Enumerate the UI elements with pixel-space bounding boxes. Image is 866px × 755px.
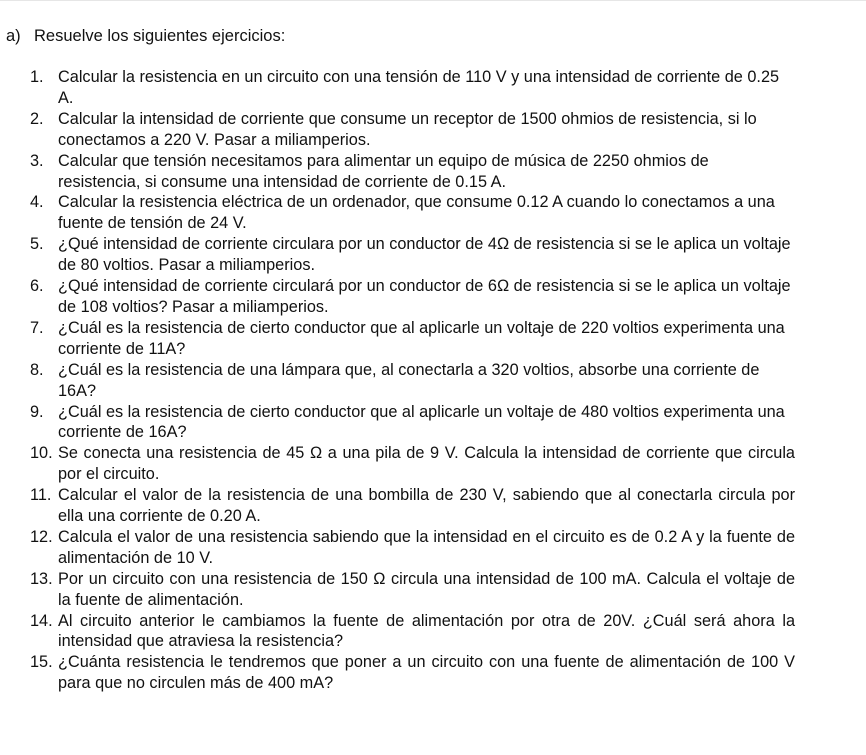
exercise-number: 9. xyxy=(30,402,44,421)
exercise-item xyxy=(30,402,795,444)
exercise-text: ¿Cuál es la resistencia de una lámpara que, al conectarla a 320 voltios, absorbe una corriente de 16A? xyxy=(58,360,760,400)
exercise-number: 8. xyxy=(30,360,44,379)
exercise-item xyxy=(30,192,795,234)
exercise-number: 15. xyxy=(30,653,53,672)
exercise-item xyxy=(30,109,795,151)
exercise-number: 11. xyxy=(30,486,52,505)
exercise-text: Calcula el valor de una resistencia sabiendo que la intensidad en el circuito es de 0.2 A y la fuente de alimentación de 10 V. xyxy=(58,527,795,567)
exercise-number: 13. xyxy=(30,569,53,588)
exercise-number: 3. xyxy=(30,151,44,170)
exercise-item xyxy=(30,485,795,527)
exercise-text: Se conecta una resistencia de 45 Ω a una pila de 9 V. Calcula la intensidad de corriente que circula por el circuito. xyxy=(58,444,795,484)
exercise-text: Calcular el valor de la resistencia de una bombilla de 230 V, sabiendo que al conectarla circula por ella una corriente de 0.20 A. xyxy=(58,486,795,526)
exercise-number: 10. xyxy=(30,444,53,463)
exercise-list xyxy=(30,67,795,694)
exercise-text: Calcular que tensión necesitamos para alimentar un equipo de música de 2250 ohmios de resistencia, si consume una intensidad de corriente de 0.15 A. xyxy=(58,151,709,191)
exercise-item xyxy=(30,318,795,360)
exercise-number: 5. xyxy=(30,235,44,254)
page-top-edge xyxy=(0,0,866,1)
exercise-text: ¿Cuál es la resistencia de cierto conductor que al aplicarle un voltaje de 220 voltios experimenta una corriente de 11A? xyxy=(58,318,785,358)
exercise-text: ¿Qué intensidad de corriente circulará por un conductor de 6Ω de resistencia si se le aplica un voltaje de 108 voltios? Pasar a miliamperios. xyxy=(58,277,791,316)
exercise-text: Calcular la resistencia eléctrica de un ordenador, que consume 0.12 A cuando lo conectamos a una fuente de tensión de 24 V. xyxy=(58,193,775,233)
exercise-text: Calcular la resistencia en un circuito con una tensión de 110 V y una intensidad de corriente de 0.25 A. xyxy=(58,68,780,107)
exercise-item xyxy=(30,67,795,109)
exercise-text: ¿Cuánta resistencia le tendremos que poner a un circuito con una fuente de alimentación de 100 V para que no circulen más de 400 mA? xyxy=(58,653,795,693)
section-marker: a) xyxy=(6,27,21,45)
exercise-item xyxy=(30,652,795,694)
exercise-item xyxy=(30,276,795,318)
exercise-item xyxy=(30,443,795,485)
exercise-text: ¿Cuál es la resistencia de cierto conductor que al aplicarle un voltaje de 480 voltios experimenta una corriente de 16A? xyxy=(58,402,785,442)
exercise-number: 1. xyxy=(30,68,44,86)
exercise-number: 14. xyxy=(30,611,53,630)
section-title: Resuelve los siguientes ejercicios: xyxy=(34,27,286,45)
exercise-number: 4. xyxy=(30,193,44,212)
exercise-item xyxy=(30,611,795,653)
exercise-item xyxy=(30,234,795,276)
section-heading xyxy=(6,26,285,46)
exercise-item xyxy=(30,569,795,611)
exercise-item xyxy=(30,527,795,569)
exercise-number: 12. xyxy=(30,527,53,546)
exercise-number: 2. xyxy=(30,109,44,128)
exercise-text: Al circuito anterior le cambiamos la fuente de alimentación por otra de 20V. ¿Cuál será ahora la intensidad que atraviesa la resistencia? xyxy=(58,611,795,651)
exercise-item xyxy=(30,360,795,402)
exercise-text: Calcular la intensidad de corriente que consume un receptor de 1500 ohmios de resistencia, si lo conectamos a 220 V. Pasar a miliamperios. xyxy=(58,109,757,149)
exercise-item xyxy=(30,151,795,193)
exercise-text: Por un circuito con una resistencia de 150 Ω circula una intensidad de 100 mA. Calcula el voltaje de la fuente de alimentación. xyxy=(58,569,795,609)
exercise-number: 6. xyxy=(30,277,44,296)
exercise-number: 7. xyxy=(30,318,44,337)
exercise-text: ¿Qué intensidad de corriente circulara por un conductor de 4Ω de resistencia si se le aplica un voltaje de 80 voltios. Pasar a miliamperios. xyxy=(58,235,791,275)
